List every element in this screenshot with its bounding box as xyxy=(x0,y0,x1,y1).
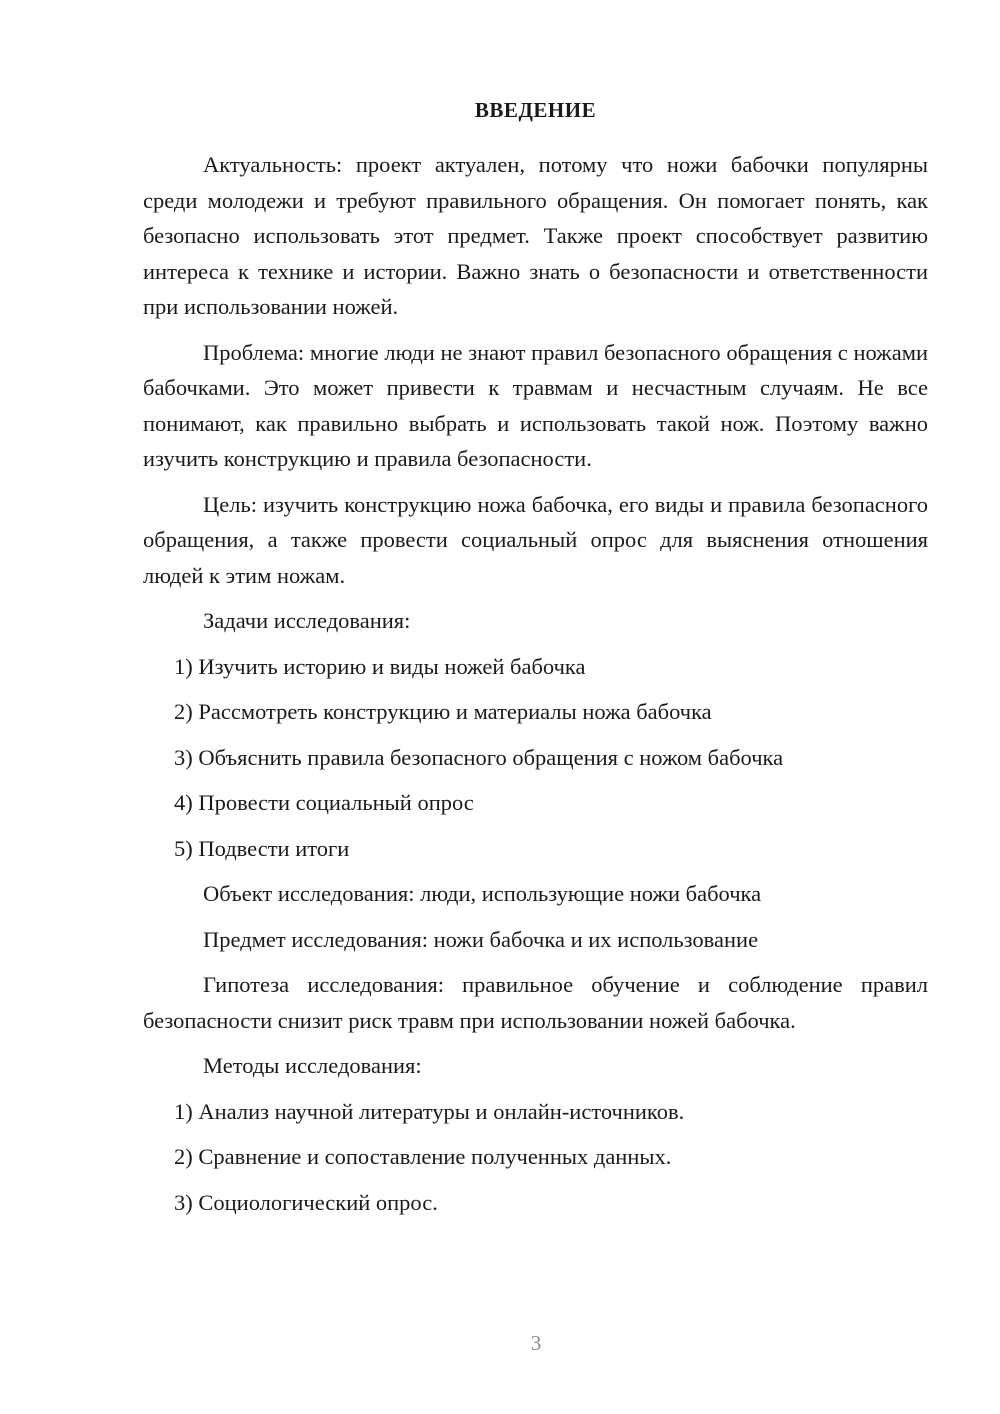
method-item: 3) Социологический опрос. xyxy=(174,1189,438,1215)
hypothesis-paragraph: Гипотеза исследования: правильное обучение и соблюдение правил безопасности снизит риск травм при использовании ножей бабочка. xyxy=(143,972,928,1033)
task-item: 3) Объяснить правила безопасного обращения с ножом бабочка xyxy=(174,744,784,770)
problem-paragraph: Проблема: многие люди не знают правил безопасного обращения с ножами бабочками. Это может привести к травмам и несчастным случаям. Не все понимают, как правильно выбрать и использовать такой нож. Поэтому важно изучить конструкцию и правила безопасности. xyxy=(143,339,928,471)
method-item: 2) Сравнение и сопоставление полученных данных. xyxy=(174,1144,672,1169)
task-item: 4) Провести социальный опрос xyxy=(174,790,474,815)
research-object: Объект исследования: люди, использующие ножи бабочка xyxy=(203,881,762,906)
relevance-paragraph: Актуальность: проект актуален, потому что ножи бабочки популярны среди молодежи и требуют правильного обращения. Он помогает понять, как безопасно использовать этот предмет. Также проект способствует развитию интереса к технике и истории. Важно знать о безопасности и ответственности при использовании ножей. xyxy=(143,152,928,319)
methods-heading: Методы исследования: xyxy=(203,1053,422,1078)
page-number: 3 xyxy=(530,1331,542,1355)
page-content xyxy=(143,96,928,1230)
task-item: 1) Изучить историю и виды ножей бабочка xyxy=(174,653,586,679)
research-subject: Предмет исследования: ножи бабочка и их использование xyxy=(203,926,759,952)
task-item: 5) Подвести итоги xyxy=(174,835,350,861)
goal-paragraph: Цель: изучить конструкцию ножа бабочка, его виды и правила безопасного обращения, а также провести социальный опрос для выяснения отношения людей к этим ножам. xyxy=(143,491,928,588)
tasks-heading: Задачи исследования: xyxy=(203,608,411,633)
method-item: 1) Анализ научной литературы и онлайн-источников. xyxy=(174,1098,685,1124)
task-item: 2) Рассмотреть конструкцию и материалы ножа бабочка xyxy=(174,699,712,724)
page-title: ВВЕДЕНИЕ xyxy=(474,98,597,122)
